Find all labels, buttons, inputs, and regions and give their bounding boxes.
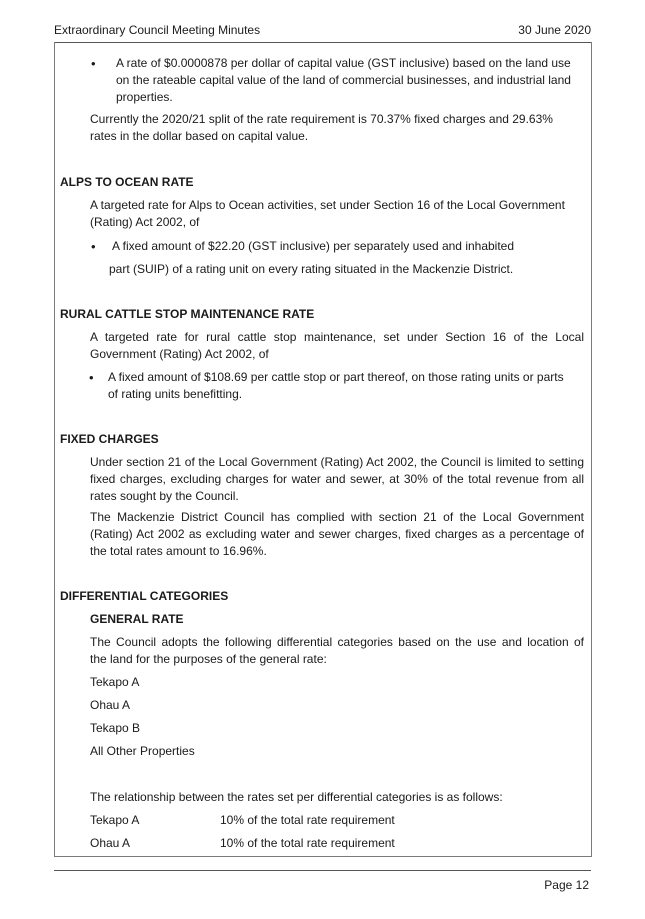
text-line: A fixed amount of $108.69 per cattle stop or part thereof, on those rating units or parts <box>108 370 564 384</box>
relationship-value: 10% of the total rate requirement <box>220 836 395 850</box>
text-line: The Council adopts the following differential categories based on the use and location of <box>90 635 584 649</box>
page-header <box>54 22 591 43</box>
section-heading-alps: ALPS TO OCEAN RATE <box>60 175 194 189</box>
text-line: on the rateable capital value of the land of commercial businesses, and industrial land <box>116 73 571 87</box>
text-line: Under section 21 of the Local Government (Rating) Act 2002, the Council is limited to setting <box>90 455 584 469</box>
text-line: properties. <box>116 90 173 104</box>
text-line: the land for the purposes of the general rate: <box>90 652 327 666</box>
text-line: rates sought by the Council. <box>90 489 239 503</box>
relationship-intro: The relationship between the rates set per differential categories is as follows: <box>90 790 503 804</box>
text-line: Currently the 2020/21 split of the rate requirement is 70.37% fixed charges and 29.63% <box>90 112 553 126</box>
capital-value-rate-bullet <box>116 55 586 106</box>
category-item: Tekapo A <box>90 675 140 689</box>
category-item: Tekapo B <box>90 721 141 735</box>
meeting-date: 30 June 2020 <box>518 23 591 37</box>
bullet-icon: • <box>89 370 94 385</box>
alps-intro-paragraph <box>90 197 584 231</box>
section-heading-fixed: FIXED CHARGES <box>60 432 159 446</box>
text-line: The Mackenzie District Council has complied with section 21 of the Local Government <box>90 510 584 524</box>
alps-bullet-line-1: A fixed amount of $22.20 (GST inclusive) per separately used and inhabited <box>112 239 515 253</box>
bullet-icon: • <box>91 56 96 71</box>
category-item: All Other Properties <box>90 744 195 758</box>
text-line: of rating units benefitting. <box>108 387 243 401</box>
bullet-icon: • <box>91 239 96 254</box>
cattle-bullet <box>108 369 584 403</box>
relationship-category: Tekapo A <box>90 813 140 827</box>
text-line: A targeted rate for rural cattle stop maintenance, set under Section 16 of the Local <box>90 330 584 344</box>
page-number: Page 12 <box>544 878 589 892</box>
document-title: Extraordinary Council Meeting Minutes <box>54 23 261 37</box>
rate-split-paragraph <box>90 111 584 145</box>
fixed-paragraph-1 <box>90 454 584 505</box>
section-heading-cattle: RURAL CATTLE STOP MAINTENANCE RATE <box>60 307 315 321</box>
text-line: rates in the dollar based on capital value. <box>90 129 309 143</box>
alps-bullet-line-2: part (SUIP) of a rating unit on every rating situated in the Mackenzie District. <box>109 262 514 276</box>
cattle-intro-paragraph <box>90 329 584 363</box>
relationship-category: Ohau A <box>90 836 131 850</box>
text-line: (Rating) Act 2002 as excluding water and sewer charges, fixed charges as a percentage of <box>90 527 584 541</box>
text-line: (Rating) Act 2002, of <box>90 215 200 229</box>
page-footer <box>54 870 591 892</box>
text-line: A rate of $0.0000878 per dollar of capital value (GST inclusive) based on the land use <box>116 56 571 70</box>
relationship-value: 10% of the total rate requirement <box>220 813 395 827</box>
differential-intro-paragraph <box>90 634 584 668</box>
fixed-paragraph-2 <box>90 509 584 560</box>
section-heading-differential: DIFFERENTIAL CATEGORIES <box>60 589 229 603</box>
text-line: fixed charges, excluding charges for water and sewer, at 30% of the total revenue from all <box>90 472 584 486</box>
category-item: Ohau A <box>90 698 131 712</box>
subheading-general-rate: GENERAL RATE <box>90 612 184 626</box>
text-line: the total rates amount to 16.96%. <box>90 544 267 558</box>
text-line: A targeted rate for Alps to Ocean activities, set under Section 16 of the Local Government <box>90 198 565 212</box>
text-line: Government (Rating) Act 2002, of <box>90 347 269 361</box>
